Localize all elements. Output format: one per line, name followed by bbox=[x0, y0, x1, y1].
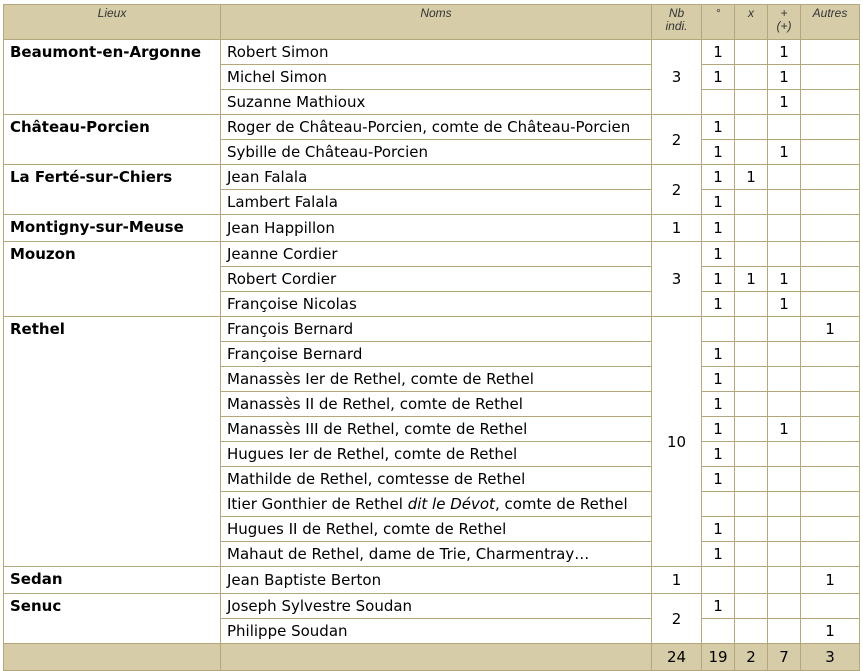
header-autres: Autres bbox=[801, 5, 860, 40]
x-cell bbox=[735, 342, 768, 367]
plus-cell bbox=[768, 115, 801, 140]
x-cell bbox=[735, 467, 768, 492]
x-cell bbox=[735, 115, 768, 140]
nom-text: , comte de Rethel bbox=[494, 495, 628, 513]
deg-cell bbox=[702, 619, 735, 644]
genealogy-table-container bbox=[3, 4, 860, 671]
plus-cell: 1 bbox=[768, 292, 801, 317]
header-nb-indi bbox=[652, 5, 702, 40]
deg-cell: 1 bbox=[702, 242, 735, 267]
autres-cell bbox=[801, 342, 860, 367]
total-deg: 19 bbox=[702, 644, 735, 671]
deg-cell: 1 bbox=[702, 190, 735, 215]
plus-cell bbox=[768, 342, 801, 367]
lieu-cell: La Ferté-sur-Chiers bbox=[4, 165, 221, 215]
plus-cell bbox=[768, 492, 801, 517]
nom-cell: Mahaut de Rethel, dame de Trie, Charmentray… bbox=[221, 542, 652, 567]
nom-cell: Jeanne Cordier bbox=[221, 242, 652, 267]
lieu-cell: Rethel bbox=[4, 317, 221, 567]
nb-cell: 2 bbox=[652, 165, 702, 215]
plus-cell bbox=[768, 190, 801, 215]
x-cell bbox=[735, 517, 768, 542]
nom-cell: Françoise Bernard bbox=[221, 342, 652, 367]
deg-cell: 1 bbox=[702, 467, 735, 492]
autres-cell: 1 bbox=[801, 317, 860, 342]
x-cell: 1 bbox=[735, 165, 768, 190]
nom-cell: Jean Falala bbox=[221, 165, 652, 190]
deg-cell: 1 bbox=[702, 594, 735, 619]
plus-cell: 1 bbox=[768, 267, 801, 292]
header-row bbox=[4, 5, 860, 40]
x-cell bbox=[735, 65, 768, 90]
autres-cell bbox=[801, 190, 860, 215]
nom-cell: Manassès Ier de Rethel, comte de Rethel bbox=[221, 367, 652, 392]
table-row bbox=[4, 215, 860, 242]
table-row bbox=[4, 115, 860, 140]
autres-cell bbox=[801, 242, 860, 267]
lieu-cell: Montigny-sur-Meuse bbox=[4, 215, 221, 242]
table-row bbox=[4, 594, 860, 619]
header-nb-line1: Nb bbox=[668, 6, 685, 20]
totals-empty-nom bbox=[221, 644, 652, 671]
lieu-cell: Mouzon bbox=[4, 242, 221, 317]
x-cell bbox=[735, 292, 768, 317]
header-plus-line2: (+) bbox=[776, 19, 792, 33]
x-cell bbox=[735, 90, 768, 115]
x-cell bbox=[735, 215, 768, 242]
nb-cell: 10 bbox=[652, 317, 702, 567]
deg-cell bbox=[702, 90, 735, 115]
table-row bbox=[4, 242, 860, 267]
deg-cell: 1 bbox=[702, 267, 735, 292]
deg-cell bbox=[702, 317, 735, 342]
autres-cell bbox=[801, 215, 860, 242]
total-nb: 24 bbox=[652, 644, 702, 671]
nb-cell: 3 bbox=[652, 40, 702, 115]
deg-cell: 1 bbox=[702, 292, 735, 317]
x-cell bbox=[735, 190, 768, 215]
x-cell bbox=[735, 317, 768, 342]
nom-text: Itier Gonthier de Rethel bbox=[227, 495, 408, 513]
nom-cell: Manassès II de Rethel, comte de Rethel bbox=[221, 392, 652, 417]
autres-cell bbox=[801, 442, 860, 467]
nom-cell: Robert Simon bbox=[221, 40, 652, 65]
table-row bbox=[4, 567, 860, 594]
nom-cell: Jean Baptiste Berton bbox=[221, 567, 652, 594]
x-cell: 1 bbox=[735, 267, 768, 292]
deg-cell: 1 bbox=[702, 417, 735, 442]
nom-cell: François Bernard bbox=[221, 317, 652, 342]
plus-cell bbox=[768, 215, 801, 242]
plus-cell bbox=[768, 392, 801, 417]
header-x: x bbox=[735, 5, 768, 40]
header-plus-line1: + bbox=[780, 6, 788, 20]
x-cell bbox=[735, 542, 768, 567]
nb-cell: 2 bbox=[652, 115, 702, 165]
x-cell bbox=[735, 594, 768, 619]
autres-cell bbox=[801, 542, 860, 567]
plus-cell: 1 bbox=[768, 140, 801, 165]
nom-cell: Sybille de Château-Porcien bbox=[221, 140, 652, 165]
autres-cell bbox=[801, 517, 860, 542]
plus-cell bbox=[768, 619, 801, 644]
deg-cell bbox=[702, 567, 735, 594]
plus-cell bbox=[768, 367, 801, 392]
nom-cell: Robert Cordier bbox=[221, 267, 652, 292]
table-row bbox=[4, 165, 860, 190]
plus-cell bbox=[768, 542, 801, 567]
nom-cell bbox=[221, 492, 652, 517]
autres-cell bbox=[801, 392, 860, 417]
header-lieux: Lieux bbox=[4, 5, 221, 40]
lieu-cell: Sedan bbox=[4, 567, 221, 594]
autres-cell bbox=[801, 115, 860, 140]
table-row bbox=[4, 317, 860, 342]
genealogy-table bbox=[3, 4, 860, 671]
nom-cell: Roger de Château-Porcien, comte de Château-Porcien bbox=[221, 115, 652, 140]
deg-cell: 1 bbox=[702, 342, 735, 367]
deg-cell: 1 bbox=[702, 215, 735, 242]
autres-cell bbox=[801, 417, 860, 442]
autres-cell bbox=[801, 492, 860, 517]
nom-cell: Joseph Sylvestre Soudan bbox=[221, 594, 652, 619]
nb-cell: 2 bbox=[652, 594, 702, 644]
plus-cell bbox=[768, 242, 801, 267]
nom-cell: Hugues Ier de Rethel, comte de Rethel bbox=[221, 442, 652, 467]
nom-cell: Manassès III de Rethel, comte de Rethel bbox=[221, 417, 652, 442]
autres-cell bbox=[801, 292, 860, 317]
lieu-cell: Château-Porcien bbox=[4, 115, 221, 165]
plus-cell bbox=[768, 442, 801, 467]
nom-cell: Françoise Nicolas bbox=[221, 292, 652, 317]
lieu-cell: Beaumont-en-Argonne bbox=[4, 40, 221, 115]
totals-empty-lieu bbox=[4, 644, 221, 671]
x-cell bbox=[735, 392, 768, 417]
x-cell bbox=[735, 140, 768, 165]
nom-cell: Mathilde de Rethel, comtesse de Rethel bbox=[221, 467, 652, 492]
x-cell bbox=[735, 367, 768, 392]
nom-cell: Suzanne Mathioux bbox=[221, 90, 652, 115]
x-cell bbox=[735, 40, 768, 65]
nom-cell: Jean Happillon bbox=[221, 215, 652, 242]
lieu-cell: Senuc bbox=[4, 594, 221, 644]
nb-cell: 1 bbox=[652, 567, 702, 594]
plus-cell bbox=[768, 567, 801, 594]
total-plus: 7 bbox=[768, 644, 801, 671]
header-degree: ° bbox=[702, 5, 735, 40]
x-cell bbox=[735, 567, 768, 594]
plus-cell bbox=[768, 594, 801, 619]
deg-cell bbox=[702, 492, 735, 517]
plus-cell: 1 bbox=[768, 417, 801, 442]
x-cell bbox=[735, 619, 768, 644]
deg-cell: 1 bbox=[702, 40, 735, 65]
nom-cell: Hugues II de Rethel, comte de Rethel bbox=[221, 517, 652, 542]
plus-cell bbox=[768, 467, 801, 492]
nb-cell: 3 bbox=[652, 242, 702, 317]
plus-cell: 1 bbox=[768, 65, 801, 90]
x-cell bbox=[735, 242, 768, 267]
deg-cell: 1 bbox=[702, 542, 735, 567]
deg-cell: 1 bbox=[702, 165, 735, 190]
plus-cell bbox=[768, 165, 801, 190]
autres-cell bbox=[801, 267, 860, 292]
header-nb-line2: indi. bbox=[665, 19, 688, 33]
plus-cell bbox=[768, 317, 801, 342]
total-x: 2 bbox=[735, 644, 768, 671]
nom-cell: Philippe Soudan bbox=[221, 619, 652, 644]
deg-cell: 1 bbox=[702, 367, 735, 392]
x-cell bbox=[735, 417, 768, 442]
header-plus bbox=[768, 5, 801, 40]
nb-cell: 1 bbox=[652, 215, 702, 242]
plus-cell: 1 bbox=[768, 40, 801, 65]
nom-cell: Lambert Falala bbox=[221, 190, 652, 215]
deg-cell: 1 bbox=[702, 65, 735, 90]
autres-cell bbox=[801, 367, 860, 392]
totals-row bbox=[4, 644, 860, 671]
autres-cell: 1 bbox=[801, 619, 860, 644]
autres-cell: 1 bbox=[801, 567, 860, 594]
autres-cell bbox=[801, 467, 860, 492]
autres-cell bbox=[801, 165, 860, 190]
header-noms: Noms bbox=[221, 5, 652, 40]
nom-cell: Michel Simon bbox=[221, 65, 652, 90]
autres-cell bbox=[801, 140, 860, 165]
plus-cell: 1 bbox=[768, 90, 801, 115]
deg-cell: 1 bbox=[702, 140, 735, 165]
deg-cell: 1 bbox=[702, 442, 735, 467]
autres-cell bbox=[801, 90, 860, 115]
nom-epithet: dit le Dévot bbox=[407, 495, 495, 513]
autres-cell bbox=[801, 594, 860, 619]
autres-cell bbox=[801, 65, 860, 90]
deg-cell: 1 bbox=[702, 115, 735, 140]
deg-cell: 1 bbox=[702, 517, 735, 542]
plus-cell bbox=[768, 517, 801, 542]
x-cell bbox=[735, 442, 768, 467]
total-autres: 3 bbox=[801, 644, 860, 671]
table-row bbox=[4, 40, 860, 65]
autres-cell bbox=[801, 40, 860, 65]
x-cell bbox=[735, 492, 768, 517]
deg-cell: 1 bbox=[702, 392, 735, 417]
